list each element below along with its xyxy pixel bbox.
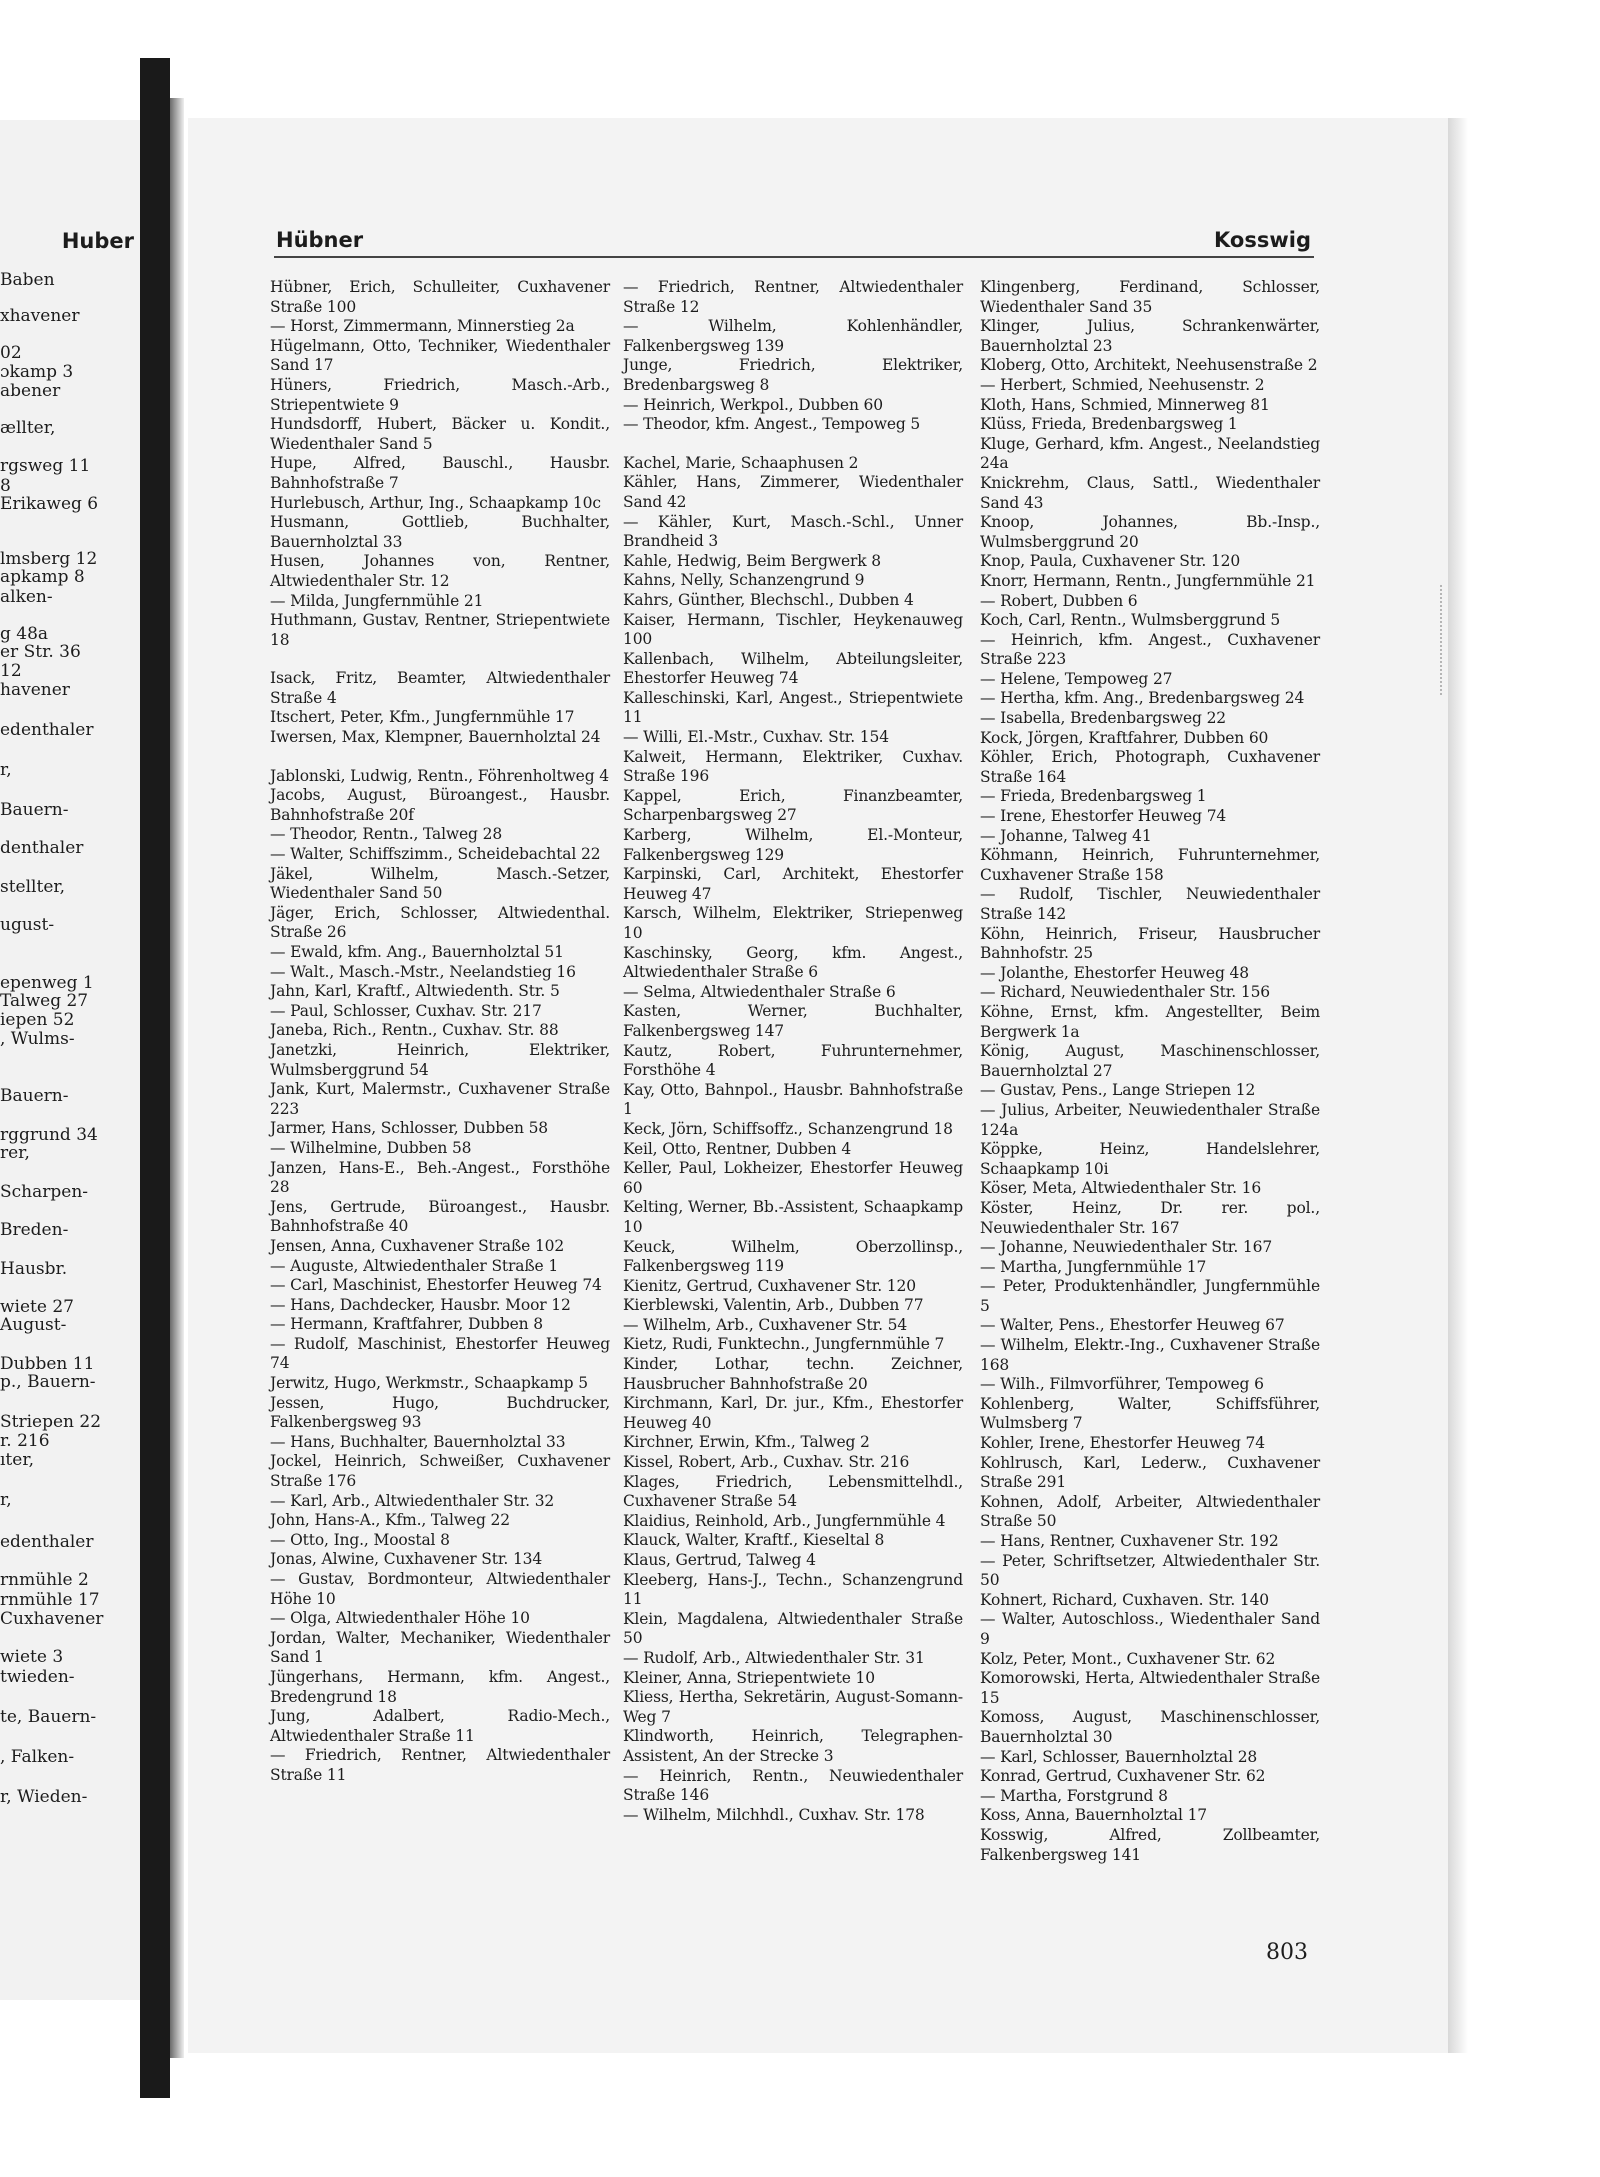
directory-entry: Kalleschinski, Karl, Angest., Striepentwiete 11 bbox=[623, 688, 963, 727]
previous-page-line: Talweg 27 bbox=[0, 991, 89, 1011]
directory-entry: Hüners, Friedrich, Masch.-Arb., Striepentwiete 9 bbox=[270, 375, 610, 414]
directory-column-3 bbox=[980, 278, 1320, 1865]
directory-entry: Knoop, Johannes, Bb.-Insp., Wulmsberggrund 20 bbox=[980, 513, 1320, 551]
directory-entry: — Rudolf, Tischler, Neuwiedenthaler Straße 142 bbox=[980, 885, 1320, 923]
directory-entry: — Willi, El.-Mstr., Cuxhav. Str. 154 bbox=[623, 728, 889, 747]
previous-page-line: ugust- bbox=[0, 915, 55, 935]
directory-entry: Köser, Meta, Altwiedenthaler Str. 16 bbox=[980, 1179, 1262, 1198]
directory-entry: Huthmann, Gustav, Rentner, Striepentwiete 18 bbox=[270, 611, 610, 649]
previous-page-line: g 48a bbox=[0, 624, 49, 644]
directory-entry: — Theodor, Rentn., Talweg 28 bbox=[270, 825, 503, 844]
directory-entry: Husmann, Gottlieb, Buchhalter, Bauernholztal 33 bbox=[270, 513, 610, 551]
directory-entry: Kissel, Robert, Arb., Cuxhav. Str. 216 bbox=[623, 1453, 910, 1472]
directory-entry: Kliess, Hertha, Sekretärin, August-Somann-Weg 7 bbox=[623, 1688, 963, 1726]
previous-page-line: alken- bbox=[0, 587, 53, 607]
directory-entry: — Johanne, Talweg 41 bbox=[980, 826, 1152, 845]
directory-entry: Jäkel, Wilhelm, Masch.-Setzer, Wiedenthaler Sand 50 bbox=[270, 864, 610, 903]
directory-entry: Hundsdorff, Hubert, Bäcker u. Kondit., Wiedenthaler Sand 5 bbox=[270, 415, 610, 453]
directory-entry: — Hans, Rentner, Cuxhavener Str. 192 bbox=[980, 1532, 1279, 1550]
directory-entry: — Hans, Dachdecker, Hausbr. Moor 12 bbox=[270, 1295, 571, 1314]
directory-entry: Jüngerhans, Hermann, kfm. Angest., Bredengrund 18 bbox=[270, 1667, 610, 1706]
directory-entry: Janeba, Rich., Rentn., Cuxhav. Str. 88 bbox=[270, 1021, 559, 1040]
directory-entry: — Wilh., Filmvorführer, Tempoweg 6 bbox=[980, 1375, 1264, 1394]
previous-page-line: Breden- bbox=[0, 1220, 69, 1240]
directory-entry: Köppke, Heinz, Handelslehrer, Schaapkamp 10i bbox=[980, 1140, 1320, 1178]
directory-entry: Klaus, Gertrud, Talweg 4 bbox=[623, 1551, 816, 1569]
directory-entry: Koch, Carl, Rentn., Wulmsberggrund 5 bbox=[980, 611, 1281, 630]
previous-page-line: lmsberg 12 bbox=[0, 549, 98, 569]
directory-entry: — Hertha, kfm. Ang., Bredenbargsweg 24 bbox=[980, 689, 1305, 708]
directory-entry: — Robert, Dubben 6 bbox=[980, 591, 1138, 610]
directory-entry: Kock, Jörgen, Kraftfahrer, Dubben 60 bbox=[980, 728, 1269, 747]
previous-page-line: er Str. 36 bbox=[0, 642, 81, 662]
directory-page bbox=[188, 118, 1448, 2053]
directory-entry: — Friedrich, Rentner, Altwiedenthaler Straße 11 bbox=[270, 1746, 610, 1784]
directory-entry: — Frieda, Bredenbargsweg 1 bbox=[980, 787, 1207, 806]
directory-entry: Jarmer, Hans, Schlosser, Dubben 58 bbox=[270, 1119, 549, 1138]
header-rule bbox=[274, 256, 1314, 258]
directory-entry: Kachel, Marie, Schaaphusen 2 bbox=[623, 453, 859, 472]
directory-entry: Jens, Gertrude, Büroangest., Hausbr. Bahnhofstraße 40 bbox=[270, 1197, 610, 1236]
previous-page-line: Erikaweg 6 bbox=[0, 494, 99, 514]
directory-entry: — Karl, Schlosser, Bauernholztal 28 bbox=[980, 1747, 1258, 1766]
previous-page-line: Scharpen- bbox=[0, 1182, 89, 1202]
previous-page-line: Cuxhavener bbox=[0, 1609, 104, 1629]
previous-page-line: p., Bauern- bbox=[0, 1372, 96, 1392]
directory-entry: — Gustav, Pens., Lange Striepen 12 bbox=[980, 1081, 1256, 1100]
directory-entry: — Richard, Neuwiedenthaler Str. 156 bbox=[980, 983, 1270, 1002]
directory-entry: John, Hans-A., Kfm., Talweg 22 bbox=[270, 1511, 510, 1530]
directory-entry: Knop, Paula, Cuxhavener Str. 120 bbox=[980, 552, 1241, 571]
previous-page-line: edenthaler bbox=[0, 720, 94, 740]
header-first-name: Hübner bbox=[276, 228, 364, 252]
directory-entry: Kirchmann, Karl, Dr. jur., Kfm., Ehestorfer Heuweg 40 bbox=[623, 1394, 963, 1432]
directory-entry: Kloth, Hans, Schmied, Minnerweg 81 bbox=[980, 395, 1270, 414]
previous-page-line: denthaler bbox=[0, 838, 84, 858]
directory-entry: Janzen, Hans-E., Beh.-Angest., Forsthöhe 28 bbox=[270, 1158, 610, 1197]
directory-entry: Kolz, Peter, Mont., Cuxhavener Str. 62 bbox=[980, 1649, 1276, 1668]
previous-page-line: r. 216 bbox=[0, 1431, 50, 1451]
directory-entry: Komoss, August, Maschinenschlosser, Bauernholztal 30 bbox=[980, 1708, 1320, 1746]
previous-page-line: rggrund 34 bbox=[0, 1125, 98, 1145]
directory-entry: Jäger, Erich, Schlosser, Altwiedenthal. Straße 26 bbox=[270, 903, 610, 942]
directory-entry: — Walter, Pens., Ehestorfer Heuweg 67 bbox=[980, 1316, 1285, 1335]
previous-page-line: abener bbox=[0, 381, 61, 401]
scan-specks bbox=[1440, 585, 1450, 695]
directory-entry: Kienitz, Gertrud, Cuxhavener Str. 120 bbox=[623, 1276, 916, 1295]
directory-entry: Kleiner, Anna, Striepentwiete 10 bbox=[623, 1668, 875, 1687]
directory-entry: — Martha, Forstgrund 8 bbox=[980, 1786, 1168, 1805]
directory-entry: Kaschinsky, Georg, kfm. Angest., Altwiedenthaler Straße 6 bbox=[623, 943, 963, 982]
directory-entry: — Martha, Jungfernmühle 17 bbox=[980, 1257, 1207, 1276]
directory-entry: Kay, Otto, Bahnpol., Hausbr. Bahnhofstraße 1 bbox=[623, 1080, 963, 1119]
directory-entry: — Rudolf, Arb., Altwiedenthaler Str. 31 bbox=[623, 1648, 925, 1667]
previous-page-line: havener bbox=[0, 680, 70, 700]
directory-entry: Jonas, Alwine, Cuxhavener Str. 134 bbox=[270, 1550, 543, 1569]
previous-page-line: r, Wieden- bbox=[0, 1787, 88, 1807]
directory-entry: — Wilhelm, Milchhdl., Cuxhav. Str. 178 bbox=[623, 1805, 925, 1824]
directory-entry: — Friedrich, Rentner, Altwiedenthaler Straße 12 bbox=[623, 278, 963, 316]
directory-entry: — Auguste, Altwiedenthaler Straße 1 bbox=[270, 1256, 559, 1275]
previous-page-line: iepen 52 bbox=[0, 1010, 75, 1030]
directory-entry: Jessen, Hugo, Buchdrucker, Falkenbergsweg 93 bbox=[270, 1393, 610, 1432]
directory-entry: — Wilhelmine, Dubben 58 bbox=[270, 1138, 472, 1157]
directory-entry: — Peter, Schriftsetzer, Altwiedenthaler Str. 50 bbox=[980, 1551, 1320, 1590]
directory-entry: Jahn, Karl, Kraftf., Altwiedenth. Str. 5 bbox=[270, 982, 560, 1001]
directory-entry: Hübner, Erich, Schulleiter, Cuxhavener Straße 100 bbox=[270, 278, 610, 316]
directory-entry: Jung, Adalbert, Radio-Mech., Altwiedenthaler Straße 11 bbox=[270, 1707, 610, 1745]
directory-entry: — Walter, Autoschloss., Wiedenthaler Sand 9 bbox=[980, 1610, 1320, 1648]
directory-entry: — Peter, Produktenhändler, Jungfernmühle 5 bbox=[980, 1277, 1320, 1315]
directory-entry: Klüss, Frieda, Bredenbargsweg 1 bbox=[980, 415, 1238, 434]
directory-entry: Kleeberg, Hans-J., Techn., Schanzengrund 11 bbox=[623, 1570, 963, 1609]
directory-entry: — Heinrich, Rentn., Neuwiedenthaler Straße 146 bbox=[623, 1766, 963, 1805]
directory-entry: Kaiser, Hermann, Tischler, Heykenauweg 100 bbox=[623, 610, 963, 649]
directory-entry: — Olga, Altwiedenthaler Höhe 10 bbox=[270, 1609, 530, 1628]
directory-entry: — Theodor, kfm. Angest., Tempoweg 5 bbox=[623, 415, 921, 434]
directory-entry: Köhmann, Heinrich, Fuhrunternehmer, Cuxhavener Straße 158 bbox=[980, 846, 1320, 884]
page-header bbox=[276, 228, 1311, 256]
previous-page-line: 8 bbox=[0, 476, 11, 496]
directory-entry: Köhne, Ernst, kfm. Angestellter, Beim Bergwerk 1a bbox=[980, 1002, 1320, 1041]
directory-entry: Husen, Johannes von, Rentner, Altwiedenthaler Str. 12 bbox=[270, 552, 610, 590]
directory-entry: Hurlebusch, Arthur, Ing., Schaapkamp 10c bbox=[270, 493, 601, 512]
directory-column-1 bbox=[270, 278, 610, 1786]
directory-entry: Kahrs, Günther, Blechschl., Dubben 4 bbox=[623, 590, 914, 609]
directory-entry: Kosswig, Alfred, Zollbeamter, Falkenbergsweg 141 bbox=[980, 1825, 1320, 1864]
previous-page-line: edenthaler bbox=[0, 1532, 94, 1552]
directory-entry: — Hans, Buchhalter, Bauernholztal 33 bbox=[270, 1432, 566, 1451]
directory-entry: — Ewald, kfm. Ang., Bauernholztal 51 bbox=[270, 943, 564, 961]
directory-entry: Isack, Fritz, Beamter, Altwiedenthaler Straße 4 bbox=[270, 669, 610, 707]
directory-entry: Keck, Jörn, Schiffsoffz., Schanzengrund 18 bbox=[623, 1119, 953, 1138]
directory-entry: Kahns, Nelly, Schanzengrund 9 bbox=[623, 571, 865, 590]
directory-entry: Keil, Otto, Rentner, Dubben 4 bbox=[623, 1139, 852, 1158]
directory-entry: — Horst, Zimmermann, Minnerstieg 2a bbox=[270, 317, 575, 336]
previous-page-line: Baben bbox=[0, 270, 55, 290]
directory-entry: Knickrehm, Claus, Sattl., Wiedenthaler Sand 43 bbox=[980, 473, 1320, 512]
previous-page-line: te, Bauern- bbox=[0, 1707, 97, 1727]
directory-entry: Janetzki, Heinrich, Elektriker, Wulmsberggrund 54 bbox=[270, 1040, 610, 1079]
directory-entry: Kluge, Gerhard, kfm. Angest., Neelandstieg 24a bbox=[980, 434, 1320, 473]
directory-entry: Hügelmann, Otto, Techniker, Wiedenthaler Sand 17 bbox=[270, 336, 610, 375]
previous-page-line: twieden- bbox=[0, 1667, 75, 1687]
previous-page-line: ællter, bbox=[0, 418, 56, 438]
previous-page-line: , Falken- bbox=[0, 1747, 75, 1767]
directory-entry: Kappel, Erich, Finanzbeamter, Scharpenbargsweg 27 bbox=[623, 786, 963, 825]
directory-entry: Klages, Friedrich, Lebensmittelhdl., Cuxhavener Straße 54 bbox=[623, 1472, 963, 1511]
previous-page-line: Bauern- bbox=[0, 1086, 69, 1106]
directory-entry: Kohnert, Richard, Cuxhaven. Str. 140 bbox=[980, 1590, 1270, 1609]
previous-page-line: 02 bbox=[0, 343, 22, 363]
directory-entry: — Julius, Arbeiter, Neuwiedenthaler Straße 124a bbox=[980, 1100, 1320, 1139]
directory-entry: Kloberg, Otto, Architekt, Neehusenstraße 2 bbox=[980, 356, 1318, 375]
directory-entry: Keller, Paul, Lokheizer, Ehestorfer Heuweg 60 bbox=[623, 1159, 963, 1197]
directory-entry: Iwersen, Max, Klempner, Bauernholztal 24 bbox=[270, 728, 601, 747]
page-number: 803 bbox=[1266, 1940, 1308, 1965]
directory-entry: Klauck, Walter, Kraftf., Kieseltal 8 bbox=[623, 1531, 885, 1550]
directory-entry: Itschert, Peter, Kfm., Jungfernmühle 17 bbox=[270, 708, 575, 727]
directory-entry: — Isabella, Bredenbargsweg 22 bbox=[980, 709, 1227, 728]
directory-entry: Jockel, Heinrich, Schweißer, Cuxhavener Straße 176 bbox=[270, 1452, 610, 1491]
previous-page-line: ıter, bbox=[0, 1450, 34, 1470]
directory-entry: — Walter, Schiffszimm., Scheidebachtal 22 bbox=[270, 845, 601, 864]
previous-page-line: Striepen 22 bbox=[0, 1412, 102, 1432]
directory-entry: Kietz, Rudi, Funktechn., Jungfernmühle 7 bbox=[623, 1335, 945, 1354]
directory-entry: — Selma, Altwiedenthaler Straße 6 bbox=[623, 982, 896, 1001]
directory-entry: — Irene, Ehestorfer Heuweg 74 bbox=[980, 807, 1227, 826]
directory-entry: Junge, Friedrich, Elektriker, Bredenbargsweg 8 bbox=[623, 356, 963, 394]
previous-page-line: Bauern- bbox=[0, 800, 69, 820]
directory-entry: Kasten, Werner, Buchhalter, Falkenbergsweg 147 bbox=[623, 1002, 963, 1040]
previous-page-line: r, bbox=[0, 1490, 12, 1510]
book-binding bbox=[140, 58, 170, 2098]
directory-entry: — Heinrich, kfm. Angest., Cuxhavener Straße 223 bbox=[980, 630, 1320, 669]
directory-entry: Jordan, Walter, Mechaniker, Wiedenthaler Sand 1 bbox=[270, 1628, 610, 1667]
directory-entry: — Karl, Arb., Altwiedenthaler Str. 32 bbox=[270, 1491, 555, 1510]
directory-entry: Kahle, Hedwig, Beim Bergwerk 8 bbox=[623, 551, 881, 570]
previous-page-line: epenweg 1 bbox=[0, 973, 94, 993]
previous-page-line: rgsweg 11 bbox=[0, 456, 91, 476]
directory-entry: Kohnen, Adolf, Arbeiter, Altwiedenthaler Straße 50 bbox=[980, 1492, 1320, 1531]
directory-entry: Kähler, Hans, Zimmerer, Wiedenthaler Sand 42 bbox=[623, 473, 963, 511]
directory-entry: Karpinski, Carl, Architekt, Ehestorfer Heuweg 47 bbox=[623, 865, 963, 903]
directory-entry: Kirchner, Erwin, Kfm., Talweg 2 bbox=[623, 1433, 870, 1452]
previous-page-line: , Wulms- bbox=[0, 1029, 75, 1049]
previous-page-line: rnmühle 2 bbox=[0, 1570, 89, 1590]
directory-entry: Köster, Heinz, Dr. rer. pol., Neuwiedenthaler Str. 167 bbox=[980, 1198, 1320, 1237]
directory-entry: König, August, Maschinenschlosser, Bauernholztal 27 bbox=[980, 1042, 1320, 1080]
directory-entry: Klingenberg, Ferdinand, Schlosser, Wiedenthaler Sand 35 bbox=[980, 278, 1320, 316]
directory-entry: Hupe, Alfred, Bauschl., Hausbr. Bahnhofstraße 7 bbox=[270, 454, 610, 492]
directory-entry: Klein, Magdalena, Altwiedenthaler Straße 50 bbox=[623, 1609, 963, 1648]
directory-entry: Kautz, Robert, Fuhrunternehmer, Forsthöhe 4 bbox=[623, 1041, 963, 1080]
directory-entry: — Heinrich, Werkpol., Dubben 60 bbox=[623, 395, 883, 414]
directory-column-2 bbox=[623, 278, 963, 1825]
directory-entry: Jerwitz, Hugo, Werkmstr., Schaapkamp 5 bbox=[270, 1374, 588, 1393]
directory-entry: Kinder, Lothar, techn. Zeichner, Hausbrucher Bahnhofstraße 20 bbox=[623, 1355, 963, 1393]
directory-entry: Keuck, Wilhelm, Oberzollinsp., Falkenbergsweg 119 bbox=[623, 1237, 963, 1276]
directory-entry: — Wilhelm, Arb., Cuxhavener Str. 54 bbox=[623, 1315, 908, 1334]
directory-entry: — Carl, Maschinist, Ehestorfer Heuweg 74 bbox=[270, 1276, 602, 1295]
directory-entry: Jablonski, Ludwig, Rentn., Föhrenholtweg 4 bbox=[270, 766, 609, 785]
directory-entry: — Gustav, Bordmonteur, Altwiedenthaler Höhe 10 bbox=[270, 1570, 610, 1608]
previous-page-line: wiete 27 bbox=[0, 1297, 74, 1317]
previous-page-line: stellter, bbox=[0, 877, 66, 897]
directory-entry: — Herbert, Schmied, Neehusenstr. 2 bbox=[980, 375, 1265, 394]
directory-entry: Klinger, Julius, Schrankenwärter, Bauernholztal 23 bbox=[980, 317, 1320, 355]
previous-page-line: ɔkamp 3 bbox=[0, 362, 74, 382]
directory-entry: — Kähler, Kurt, Masch.-Schl., Unner Brandheid 3 bbox=[623, 512, 963, 551]
directory-entry: — Jolanthe, Ehestorfer Heuweg 48 bbox=[980, 963, 1249, 982]
directory-entry: — Paul, Schlosser, Cuxhav. Str. 217 bbox=[270, 1001, 542, 1020]
directory-entry: — Johanne, Neuwiedenthaler Str. 167 bbox=[980, 1238, 1273, 1257]
directory-entry: Klaidius, Reinhold, Arb., Jungfernmühle 4 bbox=[623, 1511, 946, 1530]
directory-entry: Koss, Anna, Bauernholztal 17 bbox=[980, 1806, 1208, 1825]
directory-entry: Knorr, Hermann, Rentn., Jungfernmühle 21 bbox=[980, 571, 1316, 590]
directory-entry: — Wilhelm, Kohlenhändler, Falkenbergsweg 139 bbox=[623, 317, 963, 355]
directory-entry: Konrad, Gertrud, Cuxhavener Str. 62 bbox=[980, 1767, 1266, 1786]
previous-page-line: Dubben 11 bbox=[0, 1354, 95, 1374]
previous-page-edge bbox=[0, 120, 140, 2000]
directory-entry: Kohler, Irene, Ehestorfer Heuweg 74 bbox=[980, 1434, 1265, 1453]
directory-entry: Komorowski, Herta, Altwiedenthaler Straße 15 bbox=[980, 1669, 1320, 1707]
previous-page-line: rer, bbox=[0, 1143, 30, 1163]
directory-entry: Karberg, Wilhelm, El.-Monteur, Falkenbergsweg 129 bbox=[623, 826, 963, 864]
directory-entry: — Walt., Masch.-Mstr., Neelandstieg 16 bbox=[270, 962, 576, 981]
directory-entry: Jank, Kurt, Malermstr., Cuxhavener Straße 223 bbox=[270, 1080, 610, 1118]
directory-entry: Köhn, Heinrich, Friseur, Hausbrucher Bahnhofstr. 25 bbox=[980, 924, 1320, 963]
directory-entry: — Wilhelm, Elektr.-Ing., Cuxhavener Straße 168 bbox=[980, 1336, 1320, 1374]
previous-page-line: r, bbox=[0, 760, 12, 780]
previous-page-line: xhavener bbox=[0, 306, 80, 326]
directory-entry: Kelting, Werner, Bb.-Assistent, Schaapkamp 10 bbox=[623, 1198, 963, 1236]
previous-page-line: Hausbr. bbox=[0, 1259, 68, 1279]
previous-page-line: apkamp 8 bbox=[0, 567, 85, 587]
directory-entry: Kalweit, Hermann, Elektriker, Cuxhav. Straße 196 bbox=[623, 747, 963, 786]
previous-page-header: Huber bbox=[61, 229, 134, 253]
directory-entry: Kohlenberg, Walter, Schiffsführer, Wulmsberg 7 bbox=[980, 1394, 1320, 1433]
directory-entry: Karsch, Wilhelm, Elektriker, Striepenweg 10 bbox=[623, 904, 963, 942]
previous-page-line: rnmühle 17 bbox=[0, 1590, 100, 1610]
directory-entry: — Rudolf, Maschinist, Ehestorfer Heuweg 74 bbox=[270, 1334, 610, 1373]
directory-entry: — Hermann, Kraftfahrer, Dubben 8 bbox=[270, 1315, 543, 1334]
previous-page-line: August- bbox=[0, 1315, 67, 1335]
directory-entry: Köhler, Erich, Photograph, Cuxhavener Straße 164 bbox=[980, 748, 1320, 786]
directory-entry: Kierblewski, Valentin, Arb., Dubben 77 bbox=[623, 1296, 924, 1315]
directory-entry: Jensen, Anna, Cuxhavener Straße 102 bbox=[270, 1236, 565, 1255]
previous-page-line: 12 bbox=[0, 661, 22, 681]
directory-entry: — Otto, Ing., Moostal 8 bbox=[270, 1530, 450, 1549]
directory-entry: Kohlrusch, Karl, Lederw., Cuxhavener Straße 291 bbox=[980, 1453, 1320, 1492]
directory-entry: Kallenbach, Wilhelm, Abteilungsleiter, Ehestorfer Heuweg 74 bbox=[623, 649, 963, 688]
directory-entry: — Milda, Jungfernmühle 21 bbox=[270, 591, 484, 610]
directory-entry: Jacobs, August, Büroangest., Hausbr. Bahnhofstraße 20f bbox=[270, 786, 610, 824]
directory-entry: — Helene, Tempoweg 27 bbox=[980, 669, 1173, 688]
directory-entry: Klindworth, Heinrich, Telegraphen-Assistent, An der Strecke 3 bbox=[623, 1727, 963, 1765]
header-last-name: Kosswig bbox=[1214, 228, 1311, 252]
previous-page-line: wiete 3 bbox=[0, 1647, 64, 1667]
